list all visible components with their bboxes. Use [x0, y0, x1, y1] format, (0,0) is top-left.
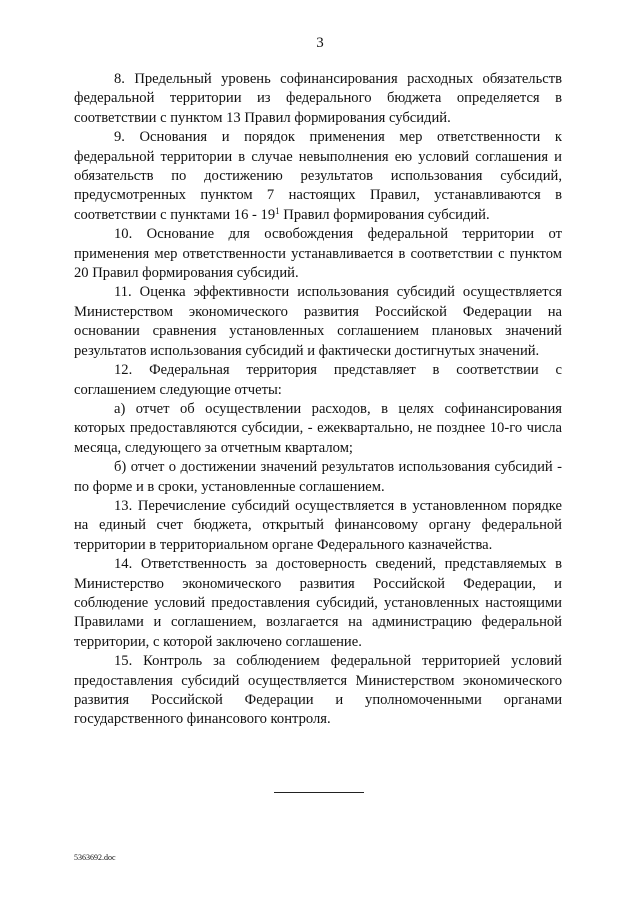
document-body — [74, 70, 562, 730]
paragraph-9 — [74, 128, 562, 225]
paragraph-12-item-b: б) отчет о достижении значений результатов использования субсидий - по форме и в сроки, установленные соглашением. — [74, 459, 562, 495]
end-of-text-rule — [274, 792, 364, 793]
paragraph-9-text: 9. Основания и порядок применения мер ответственности к федеральной территории в случае невыполнения ею условий соглашения и обязательств по достижению результатов использования субсидий, предусмотренных пунктом 7 настоящих Правил, устанавливаются в соответствии с пунктами 16 - 19 — [74, 129, 562, 223]
page-number: 3 — [316, 35, 324, 51]
paragraph-11: 11. Оценка эффективности использования субсидий осуществляется Министерством экономического развития Российской Федерации на основании сравнения установленных соглашением плановых значений результатов использования субсидий и фактически достигнутых значений. — [74, 284, 562, 359]
paragraph-8: 8. Предельный уровень софинансирования расходных обязательств федеральной территории из федерального бюджета определяется в соответствии с пунктом 13 Правил формирования субсидий. — [74, 71, 562, 126]
paragraph-10: 10. Основание для освобождения федеральной территории от применения мер ответственности устанавливается в соответствии с пунктом 20 Правил формирования субсидий. — [74, 226, 562, 282]
document-file-id: 5363692.doc — [74, 853, 116, 862]
paragraph-14: 14. Ответственность за достоверность сведений, представляемых в Министерство экономического развития Российской Федерации, и соблюдение условий предоставления субсидий, установленных настоящими Правилами и соглашением, возлагается на администрацию федеральной территории, с которой заключено соглашение. — [74, 556, 562, 650]
paragraph-13: 13. Перечисление субсидий осуществляется в установленном порядке на единый счет бюджета, открытый финансовому органу федеральной территории в территориальном органе Федерального казначейства. — [74, 497, 562, 553]
paragraph-12: 12. Федеральная территория представляет в соответствии с соглашением следующие отчеты: — [74, 362, 562, 398]
paragraph-9-superscript: 1 — [275, 205, 280, 216]
paragraph-15: 15. Контроль за соблюдением федеральной территорией условий предоставления субсидий осуществляется Министерством экономического развития Российской Федерации и уполномоченными органами государственного финансового контроля. — [74, 653, 562, 728]
paragraph-12-item-a: а) отчет об осуществлении расходов, в целях софинансирования которых предоставляются субсидии, - ежеквартально, не позднее 10-го числа месяца, следующего за отчетным кварталом; — [74, 400, 562, 456]
paragraph-9-text-end: Правил формирования субсидий. — [279, 206, 490, 223]
